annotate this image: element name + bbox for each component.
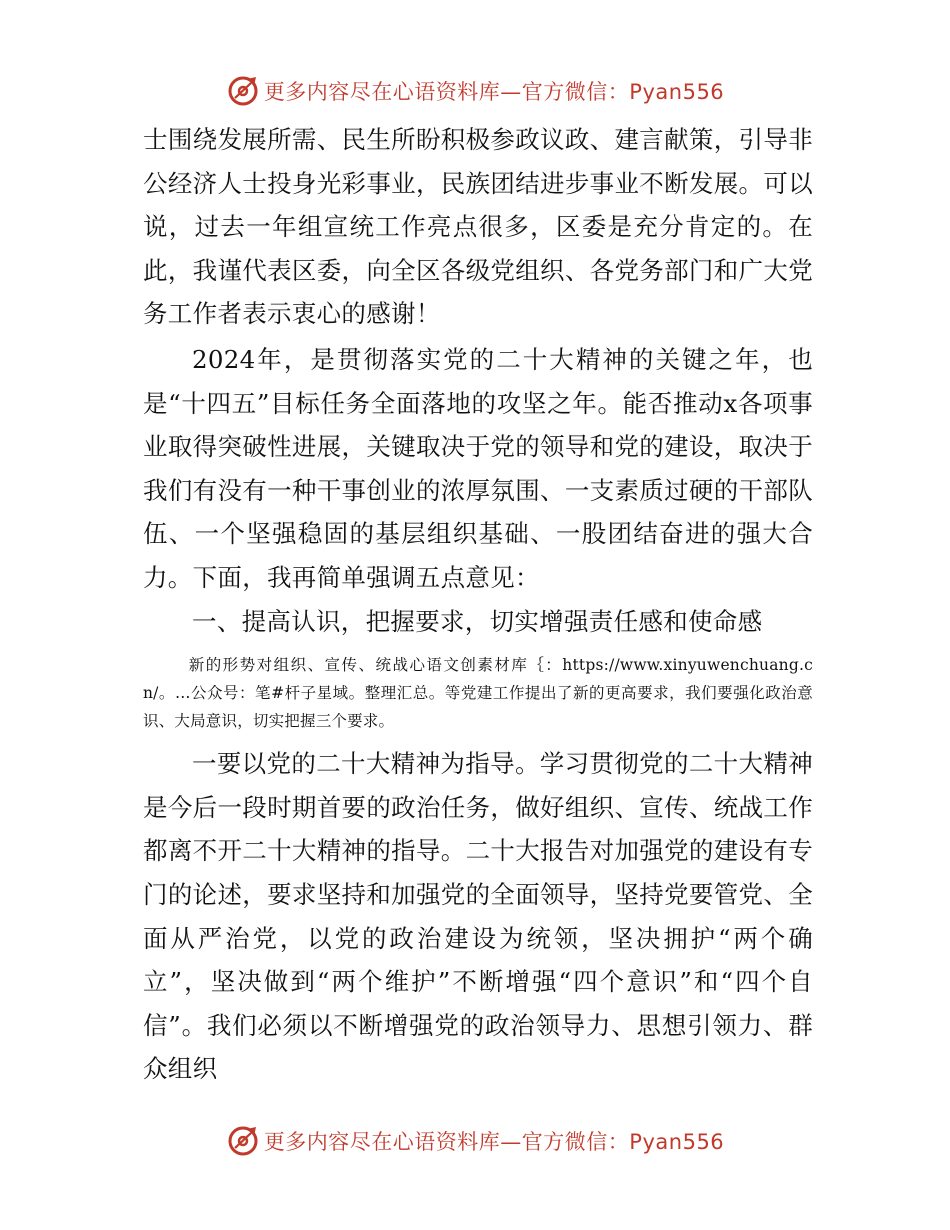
header-banner (0, 71, 950, 111)
document-body (143, 118, 813, 1091)
paragraph-2: 2024年，是贯彻落实党的二十大精神的关键之年，也是“十四五”目标任务全面落地的攻坚之年。能否推动x各项事业取得突破性进展，关键取决于党的领导和党的建设，取决于我们有没有一种干事创业的浓厚氛围、一支素质过硬的干部队伍、一个坚强稳固的基层组织基础、一股团结奋进的强大合力。下面，我再简单强调五点意见： (143, 344, 813, 592)
paragraph-3-small: 新的形势对组织、宣传、统战心语文创素材库｛：https://www.xinyuwenchuang.cn/。…公众号：笔#杆子星域。整理汇总。等党建工作提出了新的更高要求，我们要强化政治意识、大局意识，切实把握三个要求。 (143, 656, 813, 731)
paragraph-1: 士围绕发展所需、民生所盼积极参政议政、建言献策，引导非公经济人士投身光彩事业，民族团结进步事业不断发展。可以说，过去一年组宣统工作亮点很多，区委是充分肯定的。在此，我谨代表区委，向全区各级党组织、各党务部门和广大党务工作者表示衷心的感谢！ (143, 125, 813, 329)
paragraph-4: 一要以党的二十大精神为指导。学习贯彻党的二十大精神是今后一段时期首要的政治任务，做好组织、宣传、统战工作都离不开二十大精神的指导。二十大报告对加强党的建设有专门的论述，要求坚持和加强党的全面领导，坚持党要管党、全面从严治党，以党的政治建设为统领，坚决拥护“两个确立”，坚决做到“两个维护”不断增强“四个意识”和“四个自信”。我们必须以不断增强党的政治领导力、思想引领力、群众组织 (143, 749, 813, 1084)
section-heading-1: 一、提高认识，把握要求，切实增强责任感和使命感 (192, 606, 763, 636)
footer-banner-text: 更多内容尽在心语资料库—官方微信：Pyan556 (263, 1130, 725, 1154)
footer-banner (0, 1121, 950, 1161)
cd-disc-icon (226, 1124, 260, 1158)
cd-disc-icon (226, 74, 260, 108)
header-banner-text: 更多内容尽在心语资料库—官方微信：Pyan556 (263, 80, 725, 104)
